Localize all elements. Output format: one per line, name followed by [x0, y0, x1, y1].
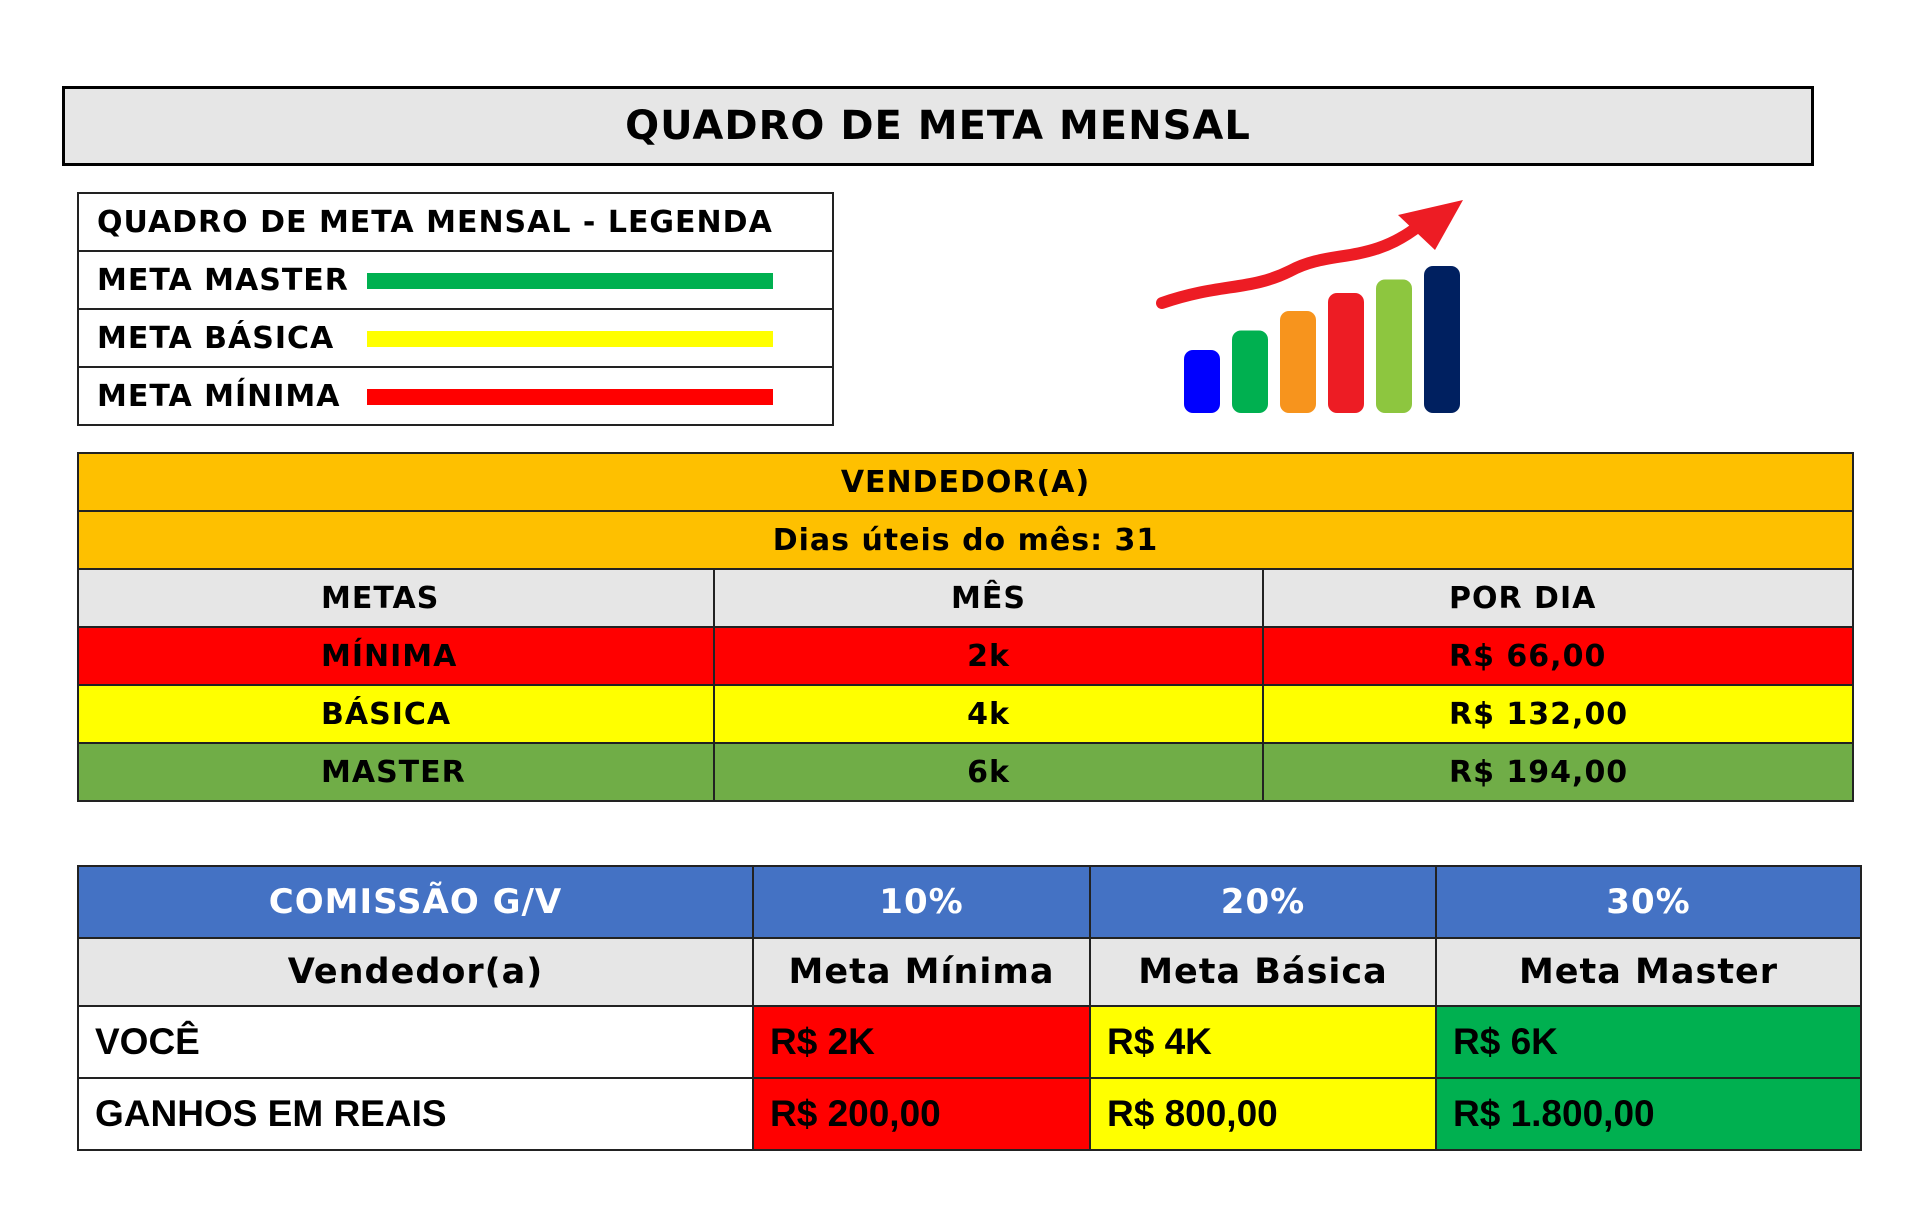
legend-row-master [78, 251, 833, 309]
table-row [78, 743, 1853, 801]
legend-table [77, 192, 834, 426]
legend-bar-basica [367, 331, 773, 347]
meta-name: BÁSICA [78, 685, 714, 743]
value-cell: R$ 800,00 [1090, 1078, 1436, 1150]
growth-chart-icon [1150, 195, 1480, 420]
vendedor-column-headers [78, 569, 1853, 627]
legend-label-minima: META MÍNIMA [97, 379, 341, 414]
sub-vendedor: Vendedor(a) [78, 938, 753, 1006]
meta-por-dia: R$ 194,00 [1263, 743, 1853, 801]
row-label-voce: VOCÊ [78, 1006, 753, 1078]
dias-uteis-row [78, 511, 1853, 569]
legend-label-master: META MASTER [97, 263, 349, 298]
legend-cell-minima [78, 367, 833, 425]
growth-bar [1184, 350, 1220, 413]
sub-meta-master: Meta Master [1436, 938, 1861, 1006]
col-por-dia: POR DIA [1263, 569, 1853, 627]
row-label-ganhos: GANHOS EM REAIS [78, 1078, 753, 1150]
meta-mes: 4k [714, 685, 1263, 743]
growth-bar [1232, 331, 1268, 414]
meta-mes: 2k [714, 627, 1263, 685]
meta-por-dia: R$ 132,00 [1263, 685, 1853, 743]
value-cell: R$ 6K [1436, 1006, 1861, 1078]
meta-name: MASTER [78, 743, 714, 801]
meta-name: MÍNIMA [78, 627, 714, 685]
meta-mes: 6k [714, 743, 1263, 801]
value-cell: R$ 200,00 [753, 1078, 1090, 1150]
legend-row-basica [78, 309, 833, 367]
growth-bar [1424, 266, 1460, 413]
col-mes: MÊS [714, 569, 1263, 627]
legend-title-row [78, 193, 833, 251]
col-metas: METAS [78, 569, 714, 627]
legend-title: QUADRO DE META MENSAL - LEGENDA [78, 193, 833, 251]
value-cell: R$ 4K [1090, 1006, 1436, 1078]
table-row [78, 627, 1853, 685]
growth-bar [1376, 280, 1412, 414]
growth-arrow-head [1398, 200, 1463, 250]
comissao-pct-20: 20% [1090, 866, 1436, 938]
vendedor-header: VENDEDOR(A) [78, 453, 1853, 511]
table-row [78, 1078, 1861, 1150]
vendedor-table [77, 452, 1854, 802]
comissao-pct-30: 30% [1436, 866, 1861, 938]
meta-por-dia: R$ 66,00 [1263, 627, 1853, 685]
legend-cell-master [78, 251, 833, 309]
legend-bar-minima [367, 389, 773, 405]
legend-cell-basica [78, 309, 833, 367]
table-row [78, 1006, 1861, 1078]
dias-uteis: Dias úteis do mês: 31 [78, 511, 1853, 569]
value-cell: R$ 1.800,00 [1436, 1078, 1861, 1150]
comissao-subheader-row [78, 938, 1861, 1006]
comissao-table [77, 865, 1862, 1151]
growth-bar [1280, 311, 1316, 413]
page-title: QUADRO DE META MENSAL [62, 86, 1814, 166]
comissao-title: COMISSÃO G/V [78, 866, 753, 938]
legend-bar-master [367, 273, 773, 289]
legend-label-basica: META BÁSICA [97, 321, 335, 356]
legend-row-minima [78, 367, 833, 425]
comissao-pct-10: 10% [753, 866, 1090, 938]
growth-bar [1328, 293, 1364, 413]
sub-meta-minima: Meta Mínima [753, 938, 1090, 1006]
sub-meta-basica: Meta Básica [1090, 938, 1436, 1006]
table-row [78, 685, 1853, 743]
value-cell: R$ 2K [753, 1006, 1090, 1078]
comissao-header-row [78, 866, 1861, 938]
vendedor-header-row [78, 453, 1853, 511]
